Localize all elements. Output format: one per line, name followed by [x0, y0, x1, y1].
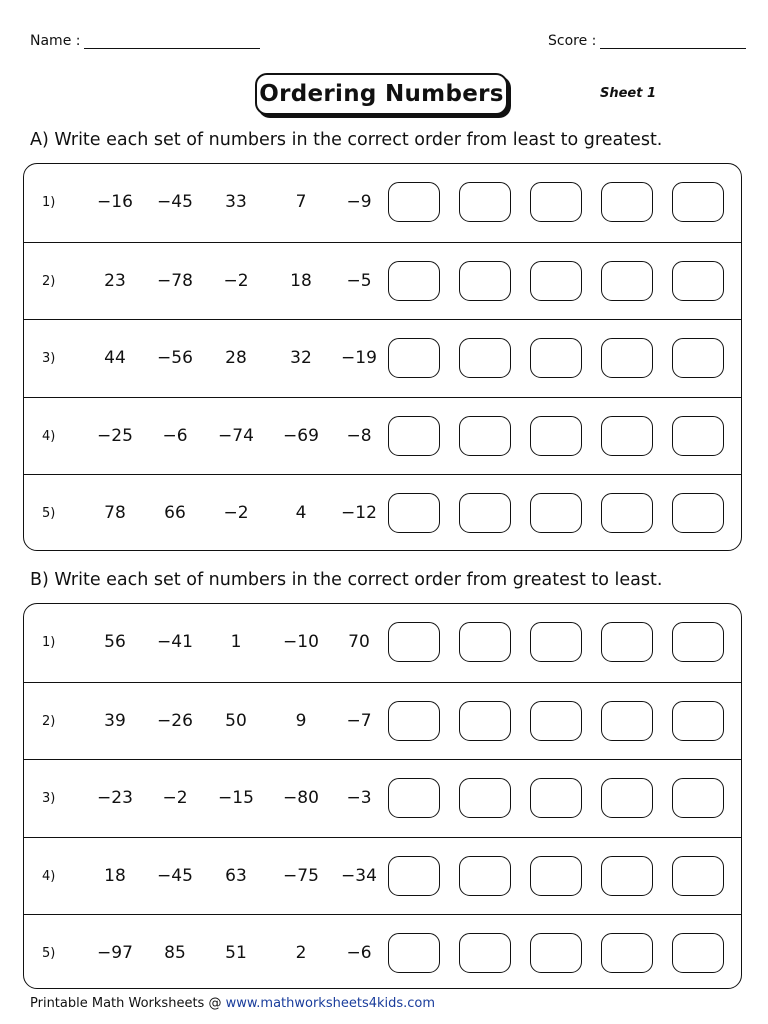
sheet-label: Sheet 1 [600, 86, 657, 101]
number-value: −41 [157, 632, 193, 652]
page-title: Ordering Numbers [259, 81, 504, 107]
answer-box[interactable] [672, 261, 724, 301]
number-value: −80 [283, 788, 319, 808]
question-row [24, 242, 741, 320]
name-label: Name : [30, 33, 81, 49]
number-value: −23 [97, 788, 133, 808]
number-value: 4 [295, 503, 307, 523]
number-value: −25 [97, 425, 133, 446]
score-blank-line[interactable] [600, 34, 746, 49]
number-value: −69 [283, 425, 319, 446]
name-blank-line[interactable] [84, 34, 260, 49]
number-value: −75 [283, 865, 319, 886]
number-value: 56 [104, 632, 126, 652]
answer-box[interactable] [672, 493, 724, 533]
number-value: −34 [341, 865, 377, 886]
question-number: 3) [42, 351, 56, 366]
question-number: 4) [42, 428, 56, 444]
footer-link[interactable]: www.mathworksheets4kids.com [225, 996, 436, 1011]
number-value: −3 [346, 788, 372, 808]
number-value: 39 [104, 710, 126, 731]
score-field[interactable] [548, 33, 746, 49]
number-value: 18 [290, 270, 312, 291]
answer-box[interactable] [530, 933, 582, 973]
answer-box[interactable] [601, 622, 653, 662]
answer-box[interactable] [672, 622, 724, 662]
answer-box[interactable] [672, 416, 724, 456]
question-row [24, 474, 741, 551]
number-value: −45 [157, 192, 193, 212]
answer-box[interactable] [530, 856, 582, 896]
answer-box[interactable] [459, 622, 511, 662]
name-field[interactable] [30, 33, 260, 49]
answer-box[interactable] [672, 338, 724, 378]
number-value: 7 [295, 192, 307, 212]
number-value: −8 [346, 425, 372, 446]
question-number: 2) [42, 273, 56, 289]
answer-box[interactable] [388, 182, 440, 222]
question-number: 1) [42, 635, 56, 650]
question-number: 5) [42, 506, 56, 521]
answer-box[interactable] [388, 338, 440, 378]
answer-box[interactable] [459, 182, 511, 222]
answer-box[interactable] [672, 933, 724, 973]
question-row [24, 682, 741, 760]
number-value: −19 [341, 348, 377, 368]
number-value: −6 [346, 943, 372, 963]
number-value: −5 [346, 270, 372, 291]
number-value: 33 [225, 192, 247, 212]
answer-box[interactable] [601, 338, 653, 378]
answer-box[interactable] [459, 856, 511, 896]
number-value: −6 [162, 425, 188, 446]
answer-box[interactable] [672, 182, 724, 222]
answer-box[interactable] [459, 493, 511, 533]
answer-box[interactable] [388, 416, 440, 456]
footer [30, 996, 435, 1011]
number-value: 50 [225, 710, 247, 731]
answer-box[interactable] [672, 701, 724, 741]
number-value: −74 [218, 425, 254, 446]
answer-box[interactable] [388, 701, 440, 741]
answer-box[interactable] [530, 338, 582, 378]
section-b-heading: B) Write each set of numbers in the correct order from greatest to least. [30, 570, 663, 590]
number-value: 78 [104, 503, 126, 523]
number-value: −78 [157, 270, 193, 291]
answer-box[interactable] [388, 622, 440, 662]
number-value: −26 [157, 710, 193, 731]
answer-box[interactable] [530, 622, 582, 662]
number-value: −15 [218, 788, 254, 808]
number-value: −45 [157, 865, 193, 886]
answer-box[interactable] [459, 261, 511, 301]
section-b-panel [23, 603, 742, 989]
number-value: 85 [164, 943, 186, 963]
number-value: −2 [223, 503, 249, 523]
answer-box[interactable] [601, 493, 653, 533]
answer-box[interactable] [459, 778, 511, 818]
answer-box[interactable] [530, 182, 582, 222]
question-number: 1) [42, 195, 56, 210]
number-value: −10 [283, 632, 319, 652]
answer-box[interactable] [530, 701, 582, 741]
number-value: 70 [348, 632, 370, 652]
number-value: −2 [162, 788, 188, 808]
answer-box[interactable] [601, 182, 653, 222]
answer-box[interactable] [388, 933, 440, 973]
section-a-panel [23, 163, 742, 551]
answer-box[interactable] [672, 778, 724, 818]
footer-text: Printable Math Worksheets @ [30, 996, 226, 1011]
answer-box[interactable] [388, 493, 440, 533]
answer-box[interactable] [459, 701, 511, 741]
number-value: 28 [225, 348, 247, 368]
number-value: −9 [346, 192, 372, 212]
question-number: 3) [42, 791, 56, 806]
answer-box[interactable] [388, 856, 440, 896]
number-value: −12 [341, 503, 377, 523]
answer-box[interactable] [530, 416, 582, 456]
number-value: 32 [290, 348, 312, 368]
answer-box[interactable] [459, 416, 511, 456]
number-value: −7 [346, 710, 372, 731]
number-value: 18 [104, 865, 126, 886]
number-value: −2 [223, 270, 249, 291]
number-value: −16 [97, 192, 133, 212]
number-value: 51 [225, 943, 247, 963]
answer-box[interactable] [388, 261, 440, 301]
answer-box[interactable] [530, 493, 582, 533]
question-row [24, 837, 741, 915]
question-number: 5) [42, 946, 56, 961]
answer-box[interactable] [672, 856, 724, 896]
title-banner [255, 73, 508, 115]
question-number: 4) [42, 868, 56, 884]
number-value: 23 [104, 270, 126, 291]
answer-box[interactable] [530, 778, 582, 818]
score-label: Score : [548, 33, 597, 49]
question-row [24, 397, 741, 475]
number-value: 63 [225, 865, 247, 886]
question-row [24, 914, 741, 989]
number-value: 44 [104, 348, 126, 368]
number-value: 9 [295, 710, 307, 731]
answer-box[interactable] [459, 933, 511, 973]
answer-box[interactable] [601, 856, 653, 896]
answer-box[interactable] [530, 261, 582, 301]
number-value: 2 [295, 943, 307, 963]
number-value: 1 [230, 632, 242, 652]
question-row [24, 604, 741, 682]
number-value: −97 [97, 943, 133, 963]
answer-box[interactable] [601, 261, 653, 301]
number-value: 66 [164, 503, 186, 523]
question-row [24, 319, 741, 397]
question-row [24, 164, 741, 242]
answer-box[interactable] [601, 701, 653, 741]
answer-box[interactable] [601, 416, 653, 456]
number-value: −56 [157, 348, 193, 368]
question-row [24, 759, 741, 837]
section-a-heading: A) Write each set of numbers in the correct order from least to greatest. [30, 130, 663, 150]
question-number: 2) [42, 713, 56, 729]
answer-box[interactable] [388, 778, 440, 818]
answer-box[interactable] [601, 778, 653, 818]
answer-box[interactable] [459, 338, 511, 378]
answer-box[interactable] [601, 933, 653, 973]
